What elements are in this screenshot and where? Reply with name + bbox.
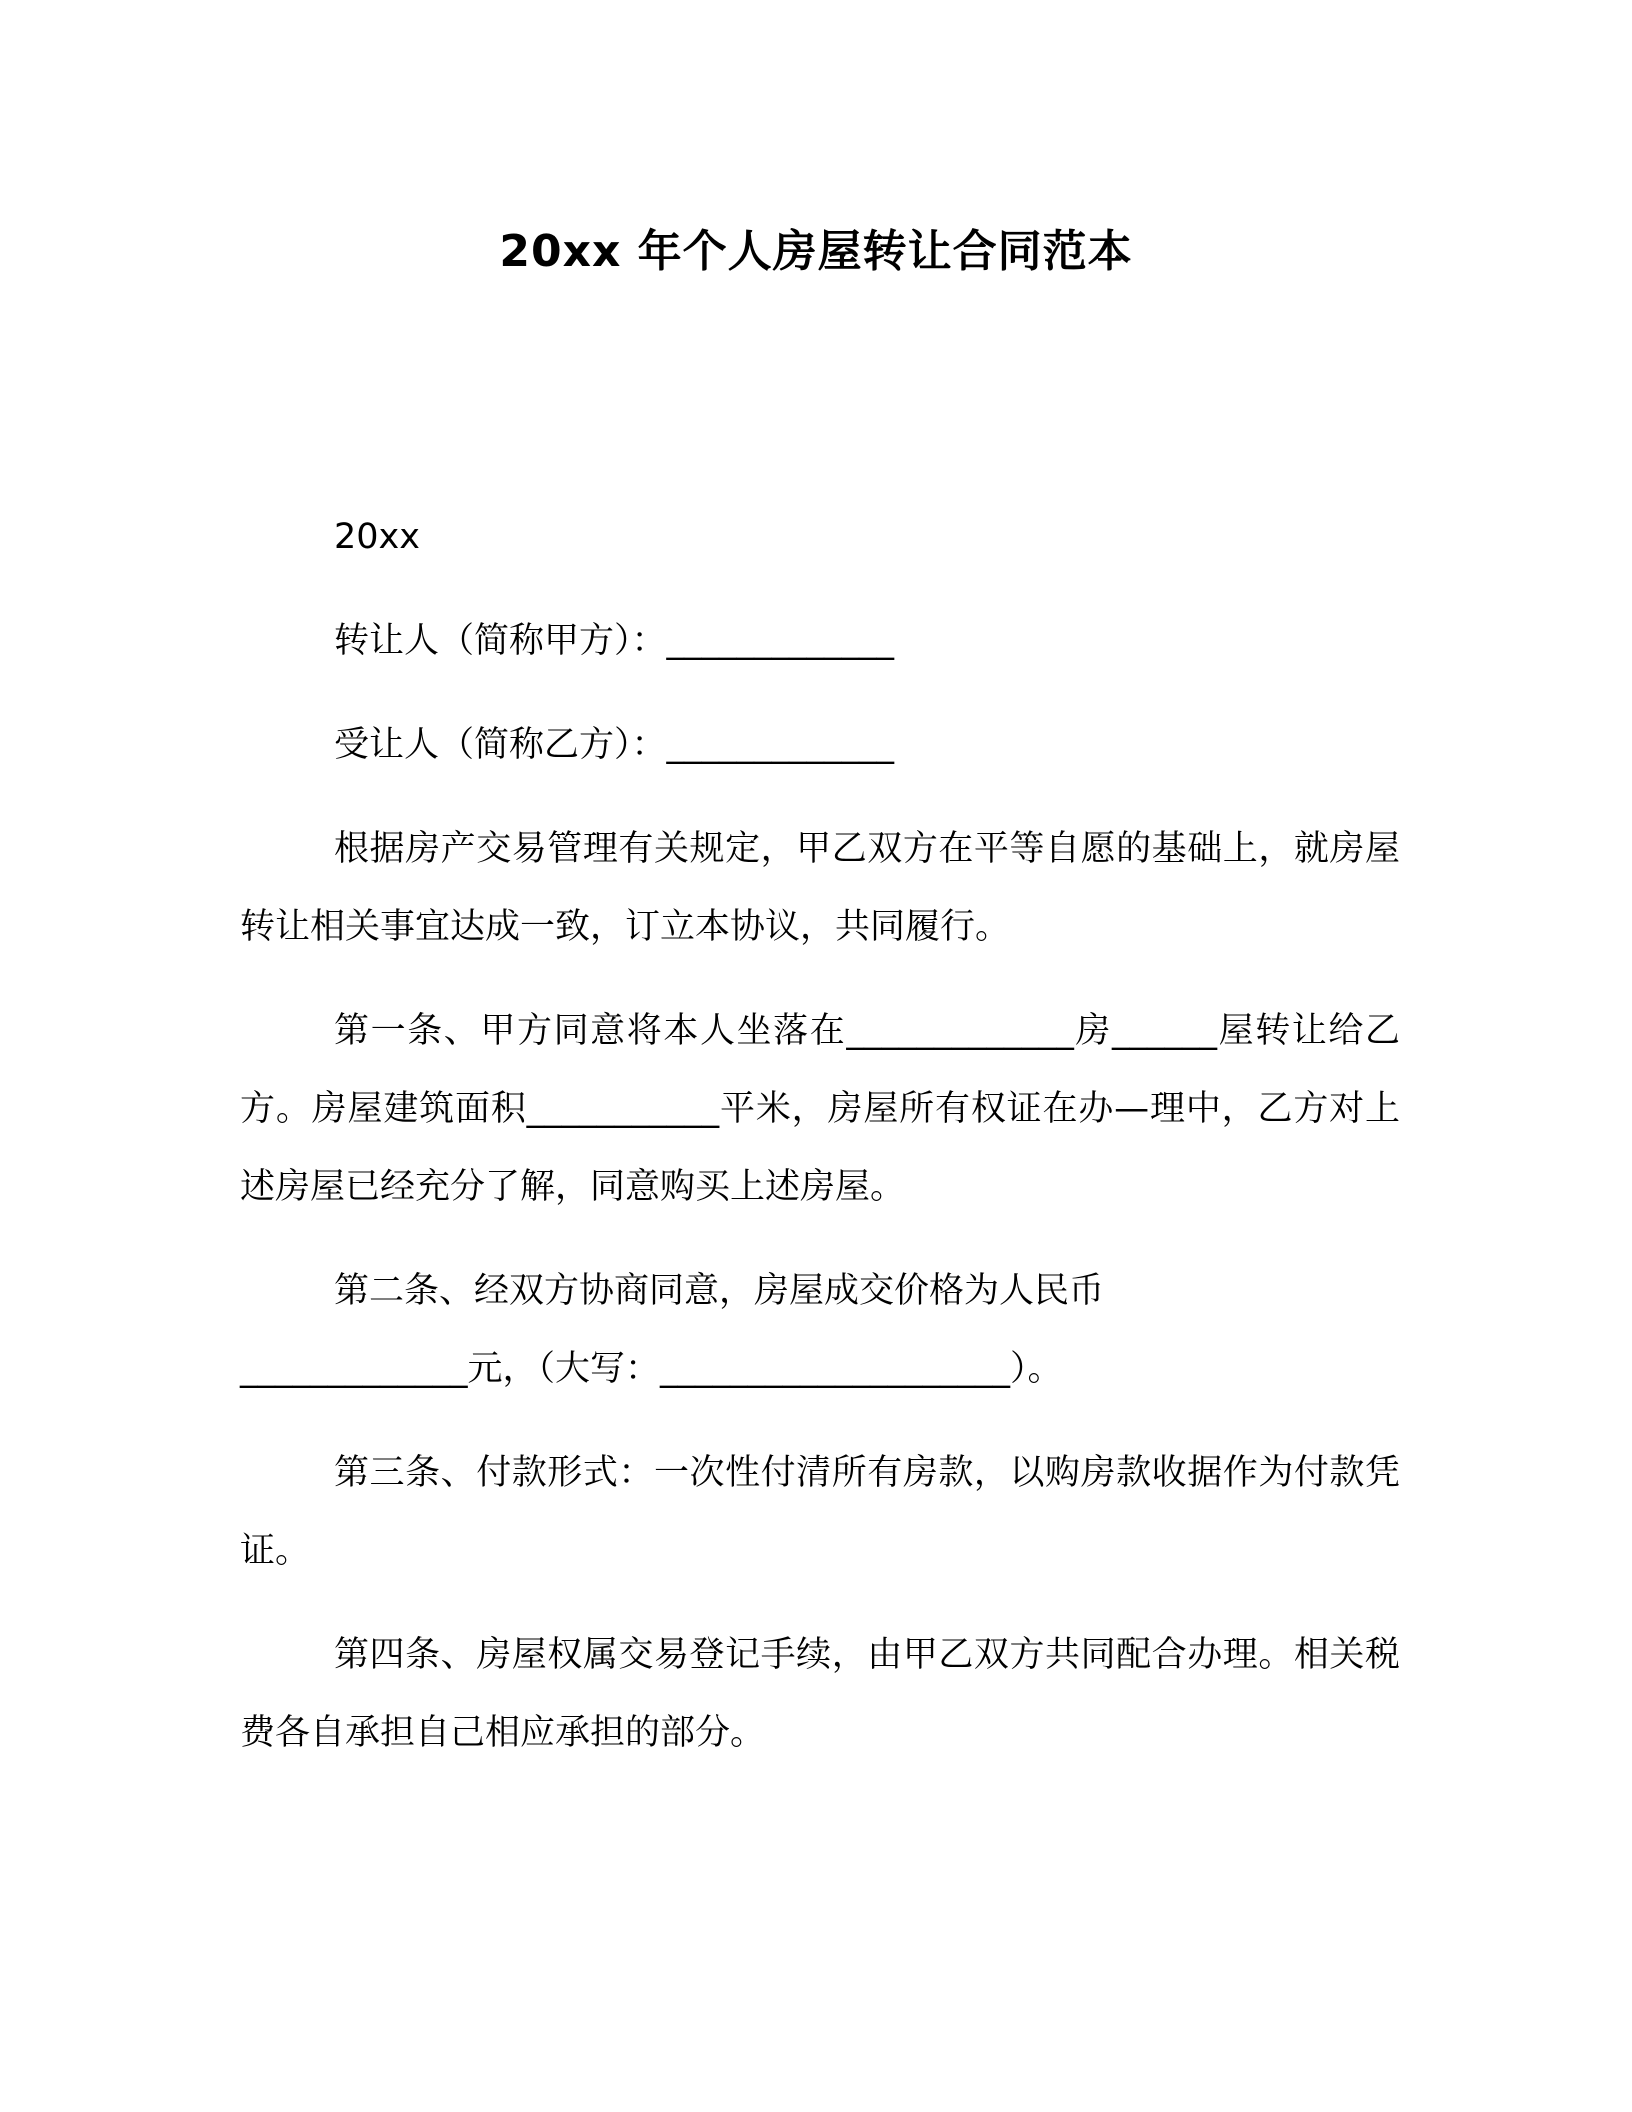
transferor-line: 转让人（简称甲方）：_____________ <box>334 621 895 661</box>
article-4-paragraph: 第四条、房屋权属交易登记手续，由甲乙双方共同配合办理。相关税费各自承担自己相应承担的部分。 <box>240 1635 1400 1753</box>
year-line: 20xx <box>334 517 420 557</box>
document-body <box>240 498 1400 1772</box>
article-1-paragraph: 第一条、甲方同意将本人坐落在_____________房______屋转让给乙方。房屋建筑面积___________平米，房屋所有权证在办—理中，乙方对上述房屋已经充分了解，同意购买上述房屋。 <box>240 1011 1400 1207</box>
transferee-line: 受让人（简称乙方）：_____________ <box>334 725 895 765</box>
article-2-line-2: _____________元，（大写：____________________）。 <box>240 1349 1063 1389</box>
document-title: 20xx 年个人房屋转让合同范本 <box>499 226 1133 277</box>
article-3-paragraph: 第三条、付款形式：一次性付清所有房款，以购房款收据作为付款凭证。 <box>240 1453 1400 1571</box>
article-2-line-1: 第二条、经双方协商同意，房屋成交价格为人民币 <box>334 1271 1105 1311</box>
intro-paragraph: 根据房产交易管理有关规定，甲乙双方在平等自愿的基础上，就房屋转让相关事宜达成一致，订立本协议，共同履行。 <box>240 829 1400 947</box>
